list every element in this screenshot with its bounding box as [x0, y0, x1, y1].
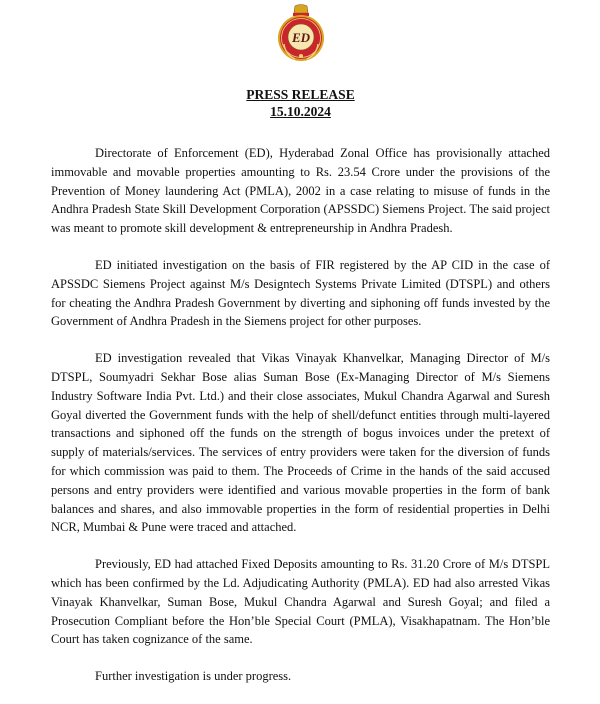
emblem-container — [51, 0, 550, 68]
paragraph-investigation-basis: ED initiated investigation on the basis of FIR registered by the AP CID in the case of APSSDC Siemens Project against M/s Designtech Systems Private Limited (DTSPL) and others for cheating the Andhra Pradesh Government by diverting and siphoning off funds invested by the Government of Andhra Pradesh in the Siemens project for other purposes. — [51, 257, 550, 329]
document-body — [51, 144, 550, 686]
document-title: PRESS RELEASE — [246, 87, 355, 102]
ed-emblem-icon — [275, 4, 327, 64]
paragraph-investigation-findings: ED investigation revealed that Vikas Vinayak Khanvelkar, Managing Director of M/s DTSPL, Soumyadri Sekhar Bose alias Suman Bose (Ex-Managing Director of M/s Siemens Industry Software India Pvt. Ltd.) and their close associates, Mukul Chandra Agarwal and Suresh Goyal diverted the Government funds with the help of shell/defunct entities through multi-layered transactions and siphoned off the funds on the strength of bogus invoices under the pretext of supply of materials/services. The services of entry providers were taken for the diversion of funds for which commission was paid to them. The Proceeds of Crime in the hands of the said accused persons and entry providers were identified and various movable properties in the form of bank balances and shares, and also immovable properties in the form of residential properties in Delhi NCR, Mumbai & Pune were traced and attached. — [51, 351, 550, 535]
emblem-monogram: ED — [291, 30, 310, 45]
paragraph-further-investigation: Further investigation is under progress. — [95, 669, 292, 684]
paragraph-previous-actions: Previously, ED had attached Fixed Deposits amounting to Rs. 31.20 Crore of M/s DTSPL which has been confirmed by the Ld. Adjudicating Authority (PMLA). ED had also arrested Vikas Vinayak Khanvelkar, Suman Bose, Mukul Chandra Agarwal and Suresh Goyal; and filed a Prosecution Compliant before the Hon’ble Special Court (PMLA), Visakhapatnam. The Hon’ble Court has taken cognizance of the same. — [51, 557, 550, 647]
document-heading — [51, 86, 550, 120]
paragraph-attachment: Directorate of Enforcement (ED), Hyderabad Zonal Office has provisionally attached immovable and movable properties amounting to Rs. 23.54 Crore under the provisions of the Prevention of Money laundering Act (PMLA), 2002 in a case relating to misuse of funds in the Andhra Pradesh State Skill Development Corporation (APSSDC) Siemens Project. The said project was meant to promote skill development & entrepreneurship in Andhra Pradesh. — [51, 146, 550, 236]
document-date: 15.10.2024 — [270, 104, 331, 119]
